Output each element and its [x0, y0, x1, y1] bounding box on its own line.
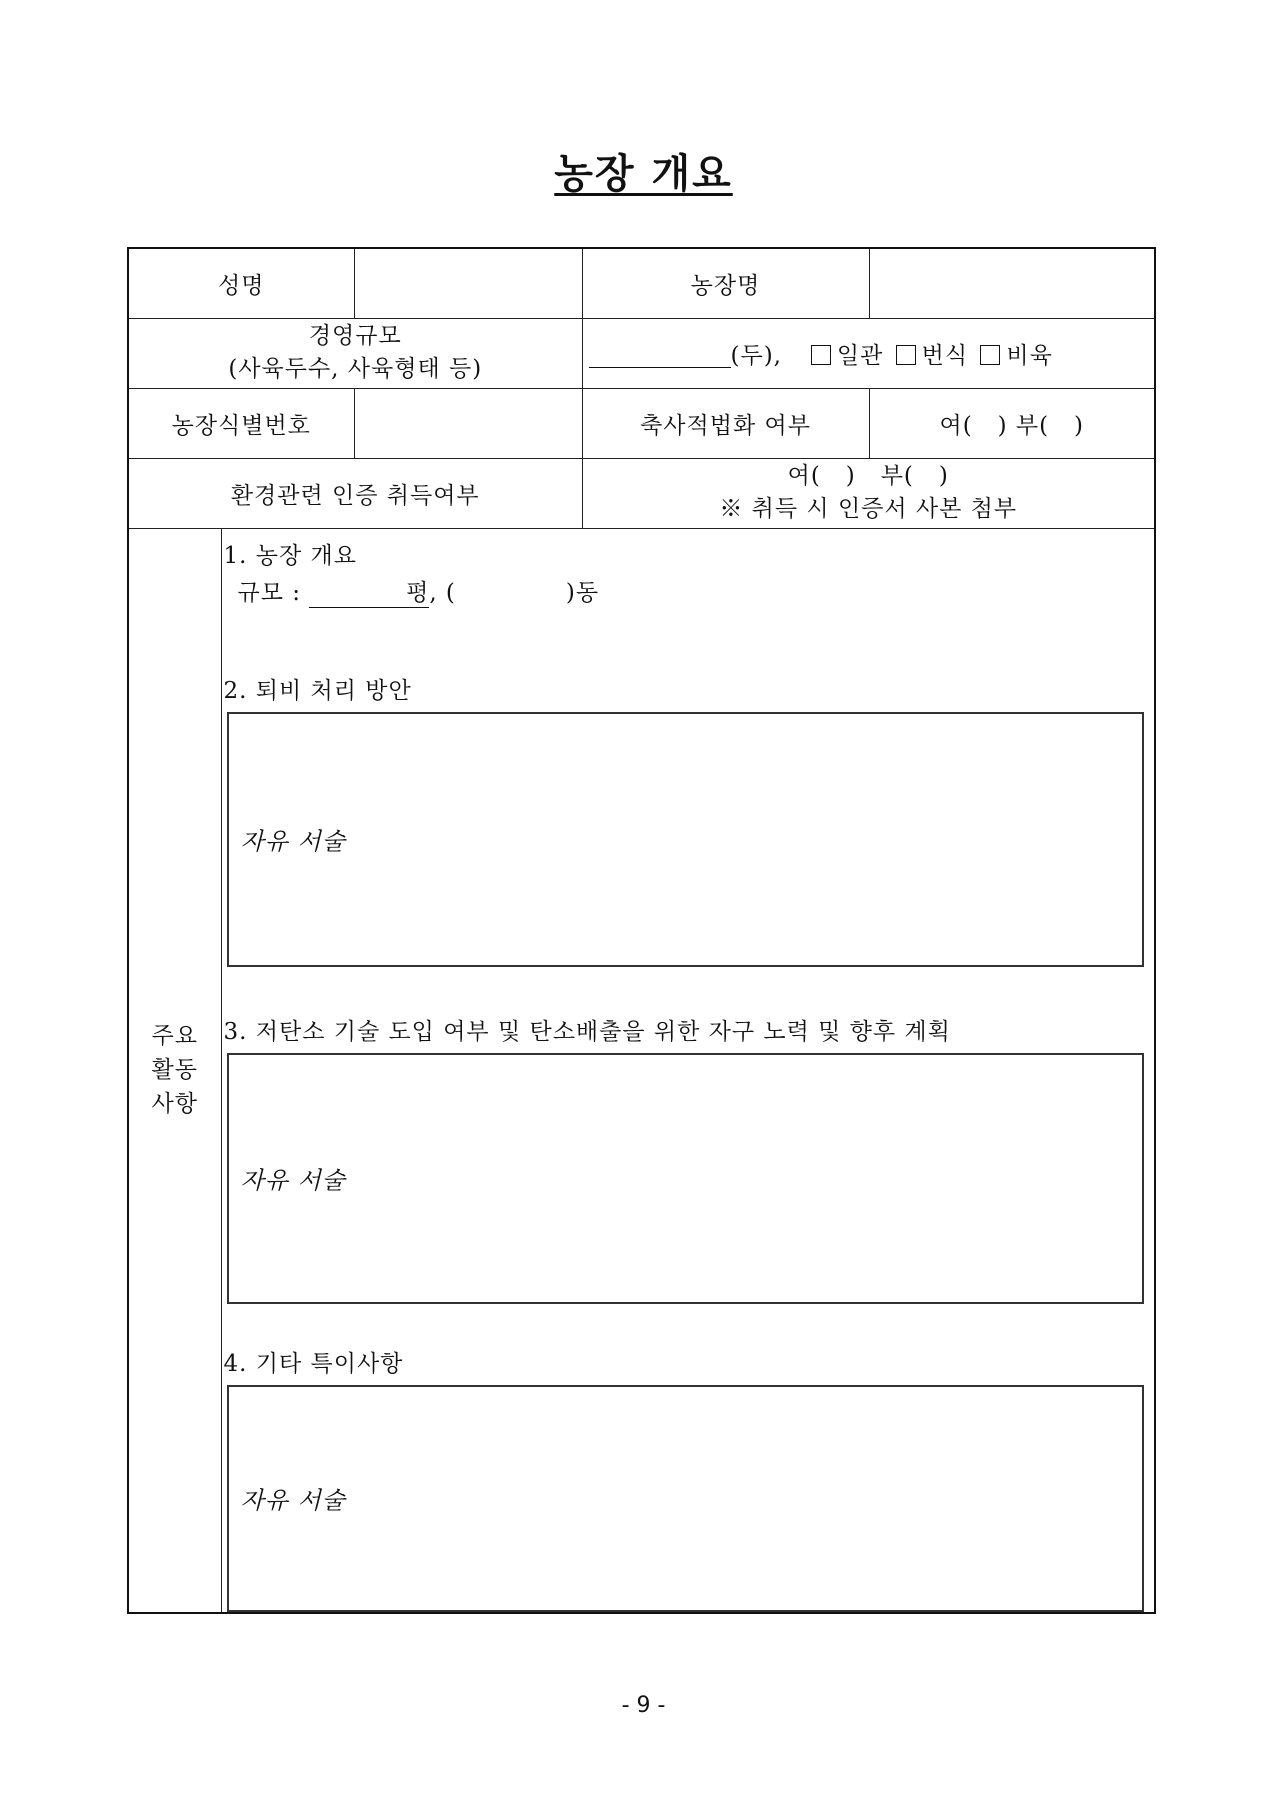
page-number: - 9 -: [621, 1693, 666, 1718]
section-2-heading: 2. 퇴비 처리 방안: [223, 677, 412, 704]
section-1-scale: 규모 : 평, ( )동: [222, 574, 1145, 608]
section-4-heading: 4. 기타 특이사항: [223, 1350, 404, 1377]
scale-label-line2: (사육두수, 사육형태 등): [228, 356, 483, 382]
legalization-choice[interactable]: 여( ) 부( ): [869, 388, 1155, 458]
env-cert-note: ※ 취득 시 인증서 사본 첨부: [719, 496, 1018, 522]
section-4-placeholder: 자유 서술: [240, 1486, 346, 1515]
section-3-textarea[interactable]: [227, 1053, 1145, 1304]
section-4-textarea[interactable]: [227, 1385, 1145, 1612]
farm-name-field[interactable]: [869, 248, 1155, 318]
farm-id-label: 농장식별번호: [128, 388, 354, 458]
name-field[interactable]: [354, 248, 582, 318]
section-3-heading: 3. 저탄소 기술 도입 여부 및 탄소배출을 위한 자구 노력 및 향후 계획: [223, 1018, 951, 1045]
option-biyuk-label: 비육: [1006, 342, 1053, 369]
section-2-textarea[interactable]: [227, 712, 1145, 967]
option-ilgwan-checkbox[interactable]: [811, 345, 831, 365]
page-title-text: 농장 개요: [554, 151, 733, 197]
page-title: [0, 142, 1287, 199]
activity-label: 주요 활동 사항: [128, 528, 221, 1613]
legalization-label: 축사적법화 여부: [582, 388, 869, 458]
section-3-placeholder: 자유 서술: [240, 1166, 346, 1195]
scale-label-line1: 경영규모: [308, 323, 402, 349]
option-beonsik-checkbox[interactable]: [896, 345, 916, 365]
section-1-heading: 1. 농장 개요: [223, 542, 357, 569]
head-count-field[interactable]: [589, 345, 731, 368]
option-ilgwan-label: 일관: [836, 342, 884, 369]
env-cert-cell: [582, 458, 1155, 528]
option-beonsik-label: 번식: [921, 342, 969, 369]
section-2-placeholder: 자유 서술: [240, 827, 346, 856]
option-biyuk-checkbox[interactable]: [980, 345, 1000, 365]
scale-value-cell: [582, 318, 1155, 388]
scale-label: [128, 318, 582, 388]
env-cert-label: 환경관련 인증 취득여부: [128, 458, 582, 528]
head-count-unit: (두),: [730, 342, 782, 369]
farm-id-field[interactable]: [354, 388, 582, 458]
pyeong-field[interactable]: 평: [309, 574, 429, 608]
name-label: 성명: [128, 248, 354, 318]
activity-content: [221, 528, 1155, 1613]
env-cert-choice[interactable]: 여( ) 부( ): [787, 463, 949, 489]
farm-overview-form: [127, 247, 1156, 1614]
farm-name-label: 농장명: [582, 248, 869, 318]
